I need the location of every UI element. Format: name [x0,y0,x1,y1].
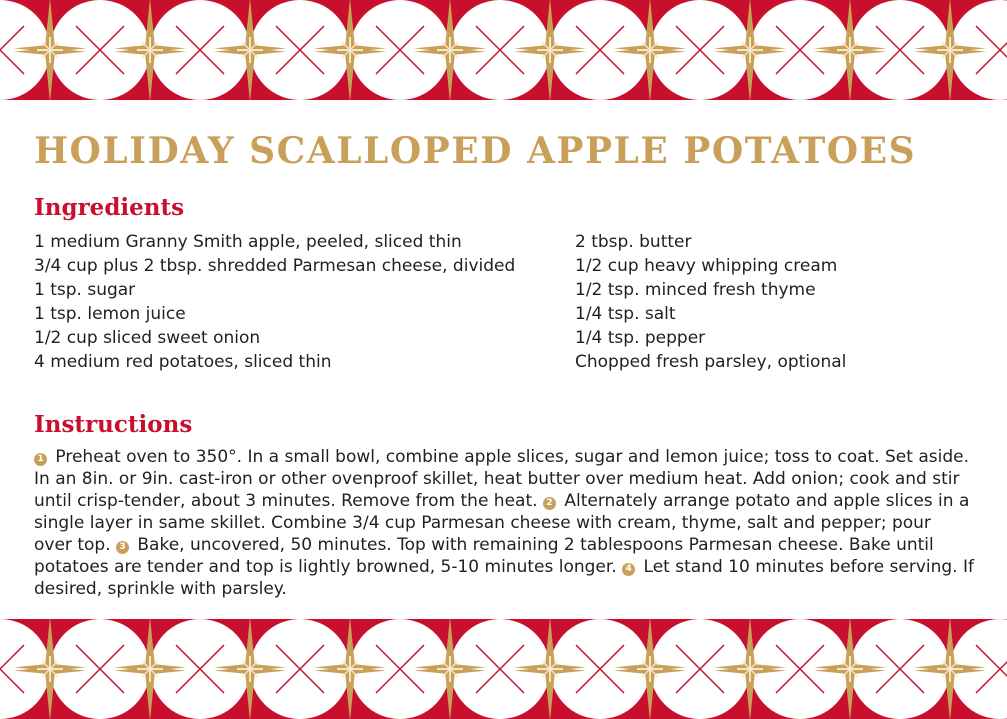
ingredient-item: 2 tbsp. butter [575,232,692,252]
ingredient-item: 1 tsp. sugar [34,280,136,300]
ingredient-item: 1/2 cup sliced sweet onion [34,328,261,348]
step-text: Bake, uncovered, 50 minutes. Top with remaining 2 tablespoons Parmesan cheese. Bake until potatoes are tender and top is lightly browned, 5-10 minutes longer. [34,535,934,577]
ingredients-heading: Ingredients [34,194,185,221]
instructions-heading: Instructions [34,411,193,438]
step-number-badge: 1 [34,453,47,466]
step-number-badge: 2 [543,497,556,510]
step-number-badge: 3 [116,541,129,554]
ingredient-item: 1 tsp. lemon juice [34,304,186,324]
ingredient-item: Chopped fresh parsley, optional [575,352,847,372]
top-pattern-band [0,0,1007,100]
ingredient-item: 1/2 cup heavy whipping cream [575,256,838,276]
ingredients-list-left [34,230,515,374]
ingredient-item: 1/4 tsp. pepper [575,328,706,348]
step-text: Preheat oven to 350°. In a small bowl, combine apple slices, sugar and lemon juice; toss to coat. Set aside. In an 8in. or 9in. cast-iron or other ovenproof skillet, heat butter over medium heat. Add onion; cook and stir until crisp-tender, about 3 minutes. Remove from the heat. [34,447,969,511]
ingredient-item: 1/4 tsp. salt [575,304,676,324]
bottom-pattern-band [0,619,1007,719]
ingredient-item: 4 medium red potatoes, sliced thin [34,352,332,372]
ingredient-item: 1 medium Granny Smith apple, peeled, sliced thin [34,232,462,252]
star-pattern [0,619,1007,719]
page-title: HOLIDAY SCALLOPED APPLE POTATOES [34,130,917,172]
step-text: Let stand 10 minutes before serving. If desired, sprinkle with parsley. [34,557,974,599]
ingredient-item: 3/4 cup plus 2 tbsp. shredded Parmesan cheese, divided [34,256,516,276]
step-text: Alternately arrange potato and apple slices in a single layer in same skillet. Combine 3/4 cup Parmesan cheese with cream, thyme, salt and pepper; pour over top. [34,491,970,555]
ingredients-list-right [575,230,846,374]
instructions-text [34,446,974,600]
star-pattern [0,0,1007,100]
step-number-badge: 4 [622,563,635,576]
ingredient-item: 1/2 tsp. minced fresh thyme [575,280,816,300]
